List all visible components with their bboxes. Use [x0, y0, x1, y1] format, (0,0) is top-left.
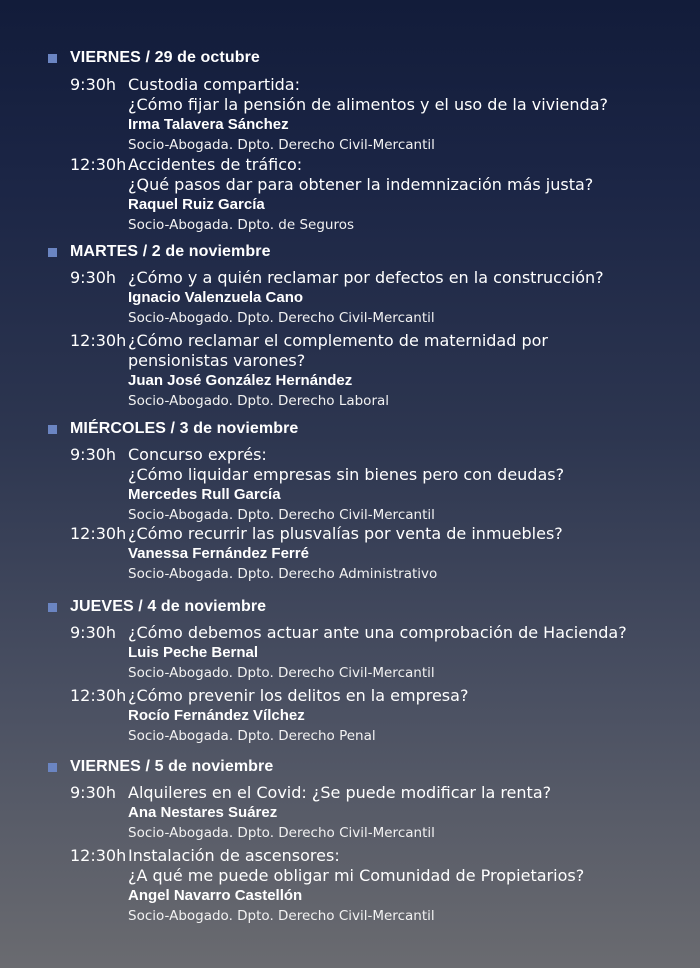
speaker-name: Vanessa Fernández Ferré	[128, 545, 309, 562]
day-header	[48, 756, 273, 778]
speaker-role: Socio-Abogado. Dpto. Derecho Civil-Mercantil	[128, 908, 435, 924]
session-topic-line: Concurso exprés:	[128, 445, 267, 464]
session-time: 9:30h	[70, 268, 117, 287]
day-header	[48, 47, 260, 69]
speaker-name: Rocío Fernández Vílchez	[128, 707, 305, 724]
session-topic-line: ¿Cómo reclamar el complemento de maternidad por	[128, 331, 548, 350]
speaker-name: Ignacio Valenzuela Cano	[128, 289, 304, 306]
speaker-name: Irma Talavera Sánchez	[128, 116, 289, 133]
square-bullet-icon	[48, 425, 57, 434]
session-topic-line: Accidentes de tráfico:	[128, 155, 303, 174]
speaker-role: Socio-Abogada. Dpto. Derecho Civil-Mercantil	[128, 825, 435, 841]
square-bullet-icon	[48, 603, 57, 612]
speaker-name: Angel Navarro Castellón	[128, 887, 303, 904]
day-title: VIERNES / 29 de octubre	[70, 49, 260, 66]
square-bullet-icon	[48, 248, 57, 257]
day-header	[48, 418, 298, 440]
session-topic-line: ¿Cómo y a quién reclamar por defectos en la construcción?	[128, 268, 604, 287]
session-topic-line: ¿Cómo liquidar empresas sin bienes pero con deudas?	[128, 465, 565, 484]
session-time: 9:30h	[70, 623, 117, 642]
session-time: 12:30h	[70, 155, 127, 174]
session-topic-line: ¿Cómo prevenir los delitos en la empresa?	[128, 686, 469, 705]
session-topic-line: ¿Qué pasos dar para obtener la indemnización más justa?	[128, 175, 594, 194]
session-topic-line: ¿Cómo debemos actuar ante una comprobación de Hacienda?	[128, 623, 627, 642]
speaker-role: Socio-Abogada. Dpto. Derecho Civil-Mercantil	[128, 137, 435, 153]
day-title: JUEVES / 4 de noviembre	[70, 598, 267, 615]
speaker-name: Luis Peche Bernal	[128, 644, 259, 661]
speaker-role: Socio-Abogada. Dpto. de Seguros	[128, 217, 354, 233]
speaker-role: Socio-Abogada. Dpto. Derecho Administrativo	[128, 566, 438, 582]
day-title: MIÉRCOLES / 3 de noviembre	[70, 420, 299, 437]
speaker-name: Juan José González Hernández	[128, 372, 353, 389]
day-title: VIERNES / 5 de noviembre	[70, 758, 274, 775]
speaker-role: Socio-Abogado. Dpto. Derecho Laboral	[128, 393, 390, 409]
session-topic-line: ¿Cómo recurrir las plusvalías por venta de inmuebles?	[128, 524, 563, 543]
session-topic-line: Instalación de ascensores:	[128, 846, 340, 865]
session-time: 9:30h	[70, 445, 117, 464]
square-bullet-icon	[48, 763, 57, 772]
session-topic-line: Alquileres en el Covid: ¿Se puede modificar la renta?	[128, 783, 552, 802]
speaker-role: Socio-Abogado. Dpto. Derecho Civil-Mercantil	[128, 310, 435, 326]
session-topic-line: ¿Cómo fijar la pensión de alimentos y el uso de la vivienda?	[128, 95, 608, 114]
speaker-name: Ana Nestares Suárez	[128, 804, 278, 821]
day-header	[48, 241, 271, 263]
day-header	[48, 596, 266, 618]
session-time: 9:30h	[70, 75, 117, 94]
session-time: 9:30h	[70, 783, 117, 802]
session-time: 12:30h	[70, 524, 127, 543]
session-time: 12:30h	[70, 846, 127, 865]
session-time: 12:30h	[70, 686, 127, 705]
speaker-name: Mercedes Rull García	[128, 486, 281, 503]
speaker-role: Socio-Abogada. Dpto. Derecho Penal	[128, 728, 376, 744]
speaker-role: Socio-Abogado. Dpto. Derecho Civil-Mercantil	[128, 665, 435, 681]
day-title: MARTES / 2 de noviembre	[70, 243, 271, 260]
speaker-name: Raquel Ruiz García	[128, 196, 265, 213]
session-topic-line: Custodia compartida:	[128, 75, 300, 94]
session-topic-line: pensionistas varones?	[128, 351, 306, 370]
session-time: 12:30h	[70, 331, 127, 350]
session-topic-line: ¿A qué me puede obligar mi Comunidad de Propietarios?	[128, 866, 585, 885]
square-bullet-icon	[48, 54, 57, 63]
speaker-role: Socio-Abogada. Dpto. Derecho Civil-Mercantil	[128, 507, 435, 523]
